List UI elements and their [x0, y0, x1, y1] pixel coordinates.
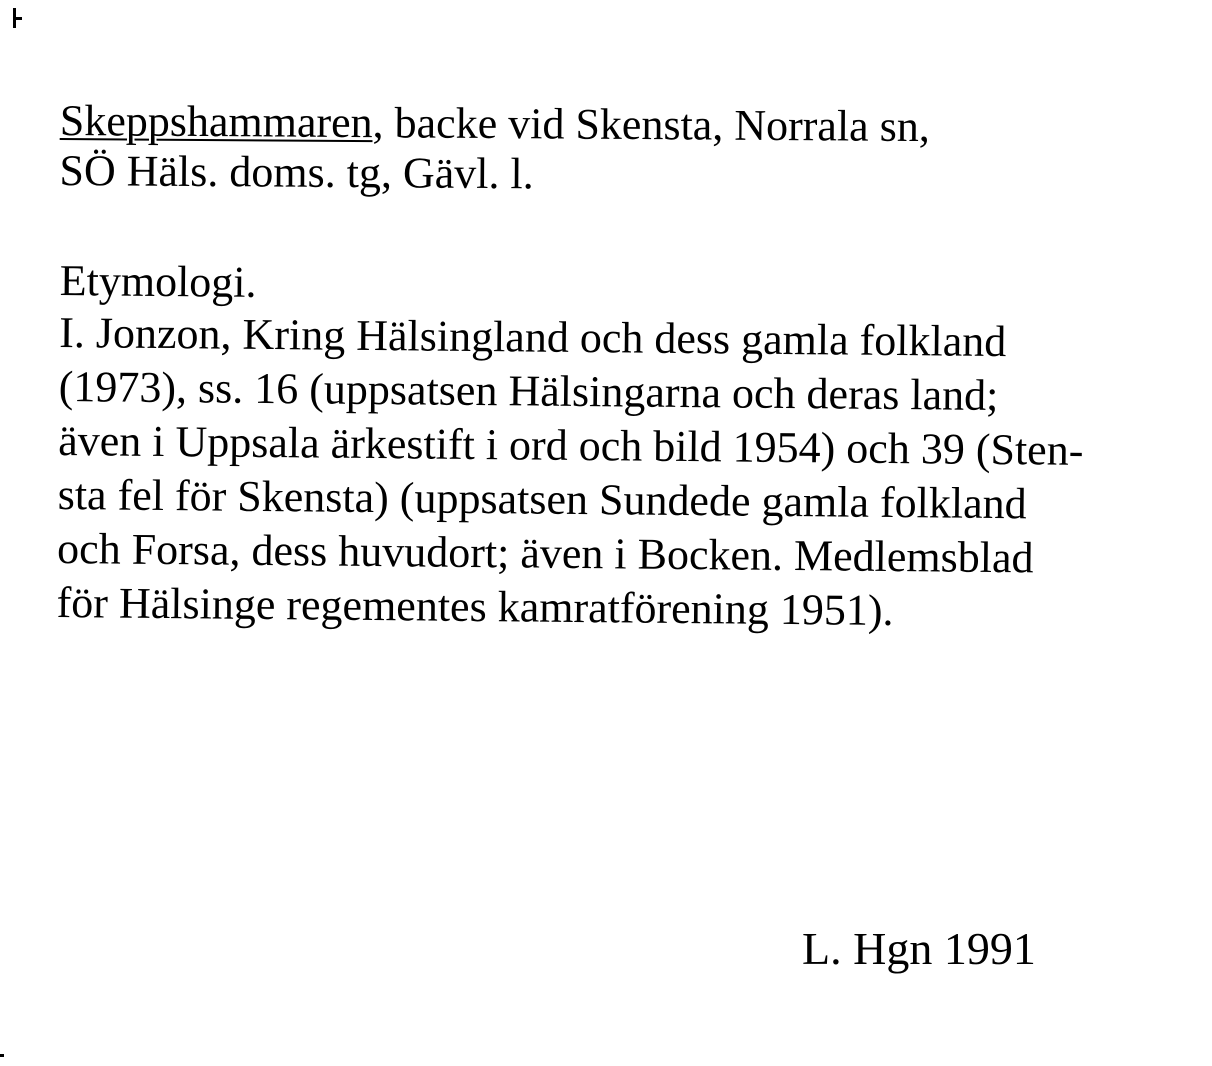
card-heading [59, 96, 1200, 204]
section-title: Etymologi. [59, 256, 257, 307]
body-line: (1973), ss. 16 (uppsatsen Hälsingarna och deras land; [58, 361, 999, 421]
heading-line-2: SÖ Häls. doms. tg, Gävl. l. [59, 145, 534, 199]
body-line: I. Jonzon, Kring Hälsingland och dess gamla folkland [59, 307, 1007, 367]
etymology-body [56, 306, 1199, 641]
body-line: sta fel för Skensta) (uppsatsen Sundede gamla folkland [57, 469, 1027, 529]
index-card [56, 96, 1200, 636]
body-line: även i Uppsala ärkestift i ord och bild 1954) och 39 (Sten- [57, 415, 1084, 475]
corner-mark-horizontal [13, 17, 22, 20]
heading-description: , backe vid Skensta, Norrala sn, [372, 98, 930, 152]
etymology-section [56, 256, 1200, 641]
corner-registration-mark [12, 8, 22, 30]
body-line: och Forsa, dess huvudort; även i Bocken. Medlemsblad [56, 523, 1034, 583]
body-line: för Hälsinge regementes kamratförening 1951). [56, 577, 894, 636]
scan-speck [0, 1054, 4, 1057]
signature: L. Hgn 1991 [802, 923, 1036, 974]
headword: Skeppshammaren [59, 96, 373, 148]
heading-line-1 [60, 96, 1200, 154]
